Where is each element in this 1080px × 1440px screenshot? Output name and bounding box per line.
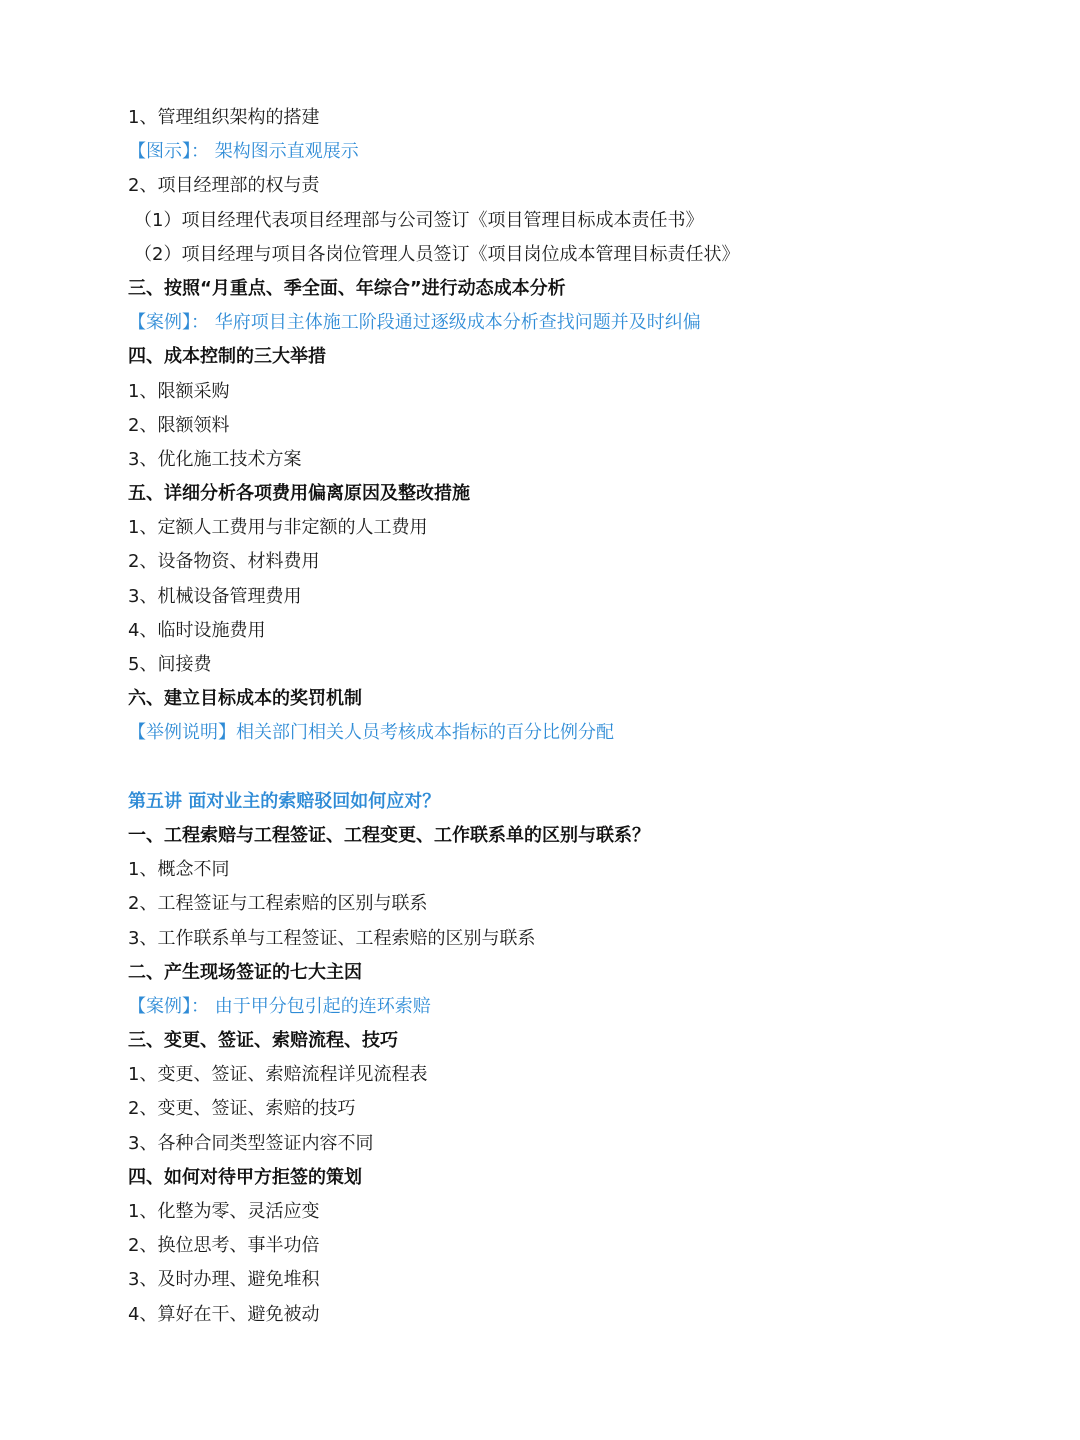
list-item: 3、工作联系单与工程签证、工程索赔的区别与联系 [128,927,536,949]
section-heading: 三、按照“月重点、季全面、年综合”进行动态成本分析 [128,277,566,299]
section-heading: 四、成本控制的三大举措 [128,346,326,368]
list-item: 2、限额领料 [128,414,230,436]
list-item: 4、算好在干、避免被动 [128,1303,320,1325]
list-item: 3、及时办理、避免堆积 [128,1269,320,1291]
list-item: 3、各种合同类型签证内容不同 [128,1132,374,1154]
list-item: 4、临时设施费用 [128,619,266,641]
list-item: 1、限额采购 [128,380,230,402]
list-item: 1、化整为零、灵活应变 [128,1201,320,1222]
section-heading: 二、产生现场签证的七大主因 [128,961,362,983]
section-heading: 六、建立目标成本的奖罚机制 [128,688,362,710]
case-note: 【案例】： 华府项目主体施工阶段通过逐级成本分析查找问题并及时纠偏 [128,312,701,334]
list-item: 2、变更、签证、索赔的技巧 [128,1098,356,1120]
list-item: 5、间接费 [128,654,212,675]
list-item: 2、换位思考、事半功倍 [128,1235,320,1257]
section-heading: 五、详细分析各项费用偏离原因及整改措施 [128,483,470,505]
list-item: 3、机械设备管理费用 [128,585,302,607]
list-item: 1、变更、签证、索赔流程详见流程表 [128,1064,428,1086]
list-item: 2、项目经理部的权与责 [128,175,320,197]
list-item: 1、概念不同 [128,859,230,881]
list-item: 1、定额人工费用与非定额的人工费用 [128,517,428,539]
sub-list-item: （2）项目经理与项目各岗位管理人员签订《项目岗位成本管理目标责任状》 [134,243,740,265]
section-heading: 四、如何对待甲方拒签的策划 [128,1166,362,1188]
sub-list-item: （1）项目经理代表项目经理部与公司签订《项目管理目标成本责任书》 [134,209,704,231]
list-item: 3、优化施工技术方案 [128,448,302,470]
example-note: 【举例说明】相关部门相关人员考核成本指标的百分比例分配 [128,722,614,744]
list-item: 2、设备物资、材料费用 [128,551,320,573]
lecture-title: 第五讲 面对业主的索赔驳回如何应对？ [128,790,441,812]
section-heading: 三、变更、签证、索赔流程、技巧 [128,1030,398,1052]
list-item: 2、工程签证与工程索赔的区别与联系 [128,893,428,915]
case-note: 【案例】： 由于甲分包引起的连环索赔 [128,995,431,1017]
list-item: 1、管理组织架构的搭建 [128,107,320,128]
section-heading: 一、工程索赔与工程签证、工程变更、工作联系单的区别与联系？ [128,824,650,846]
spacer [128,751,1000,785]
illustration-note: 【图示】： 架构图示直观展示 [128,141,359,163]
